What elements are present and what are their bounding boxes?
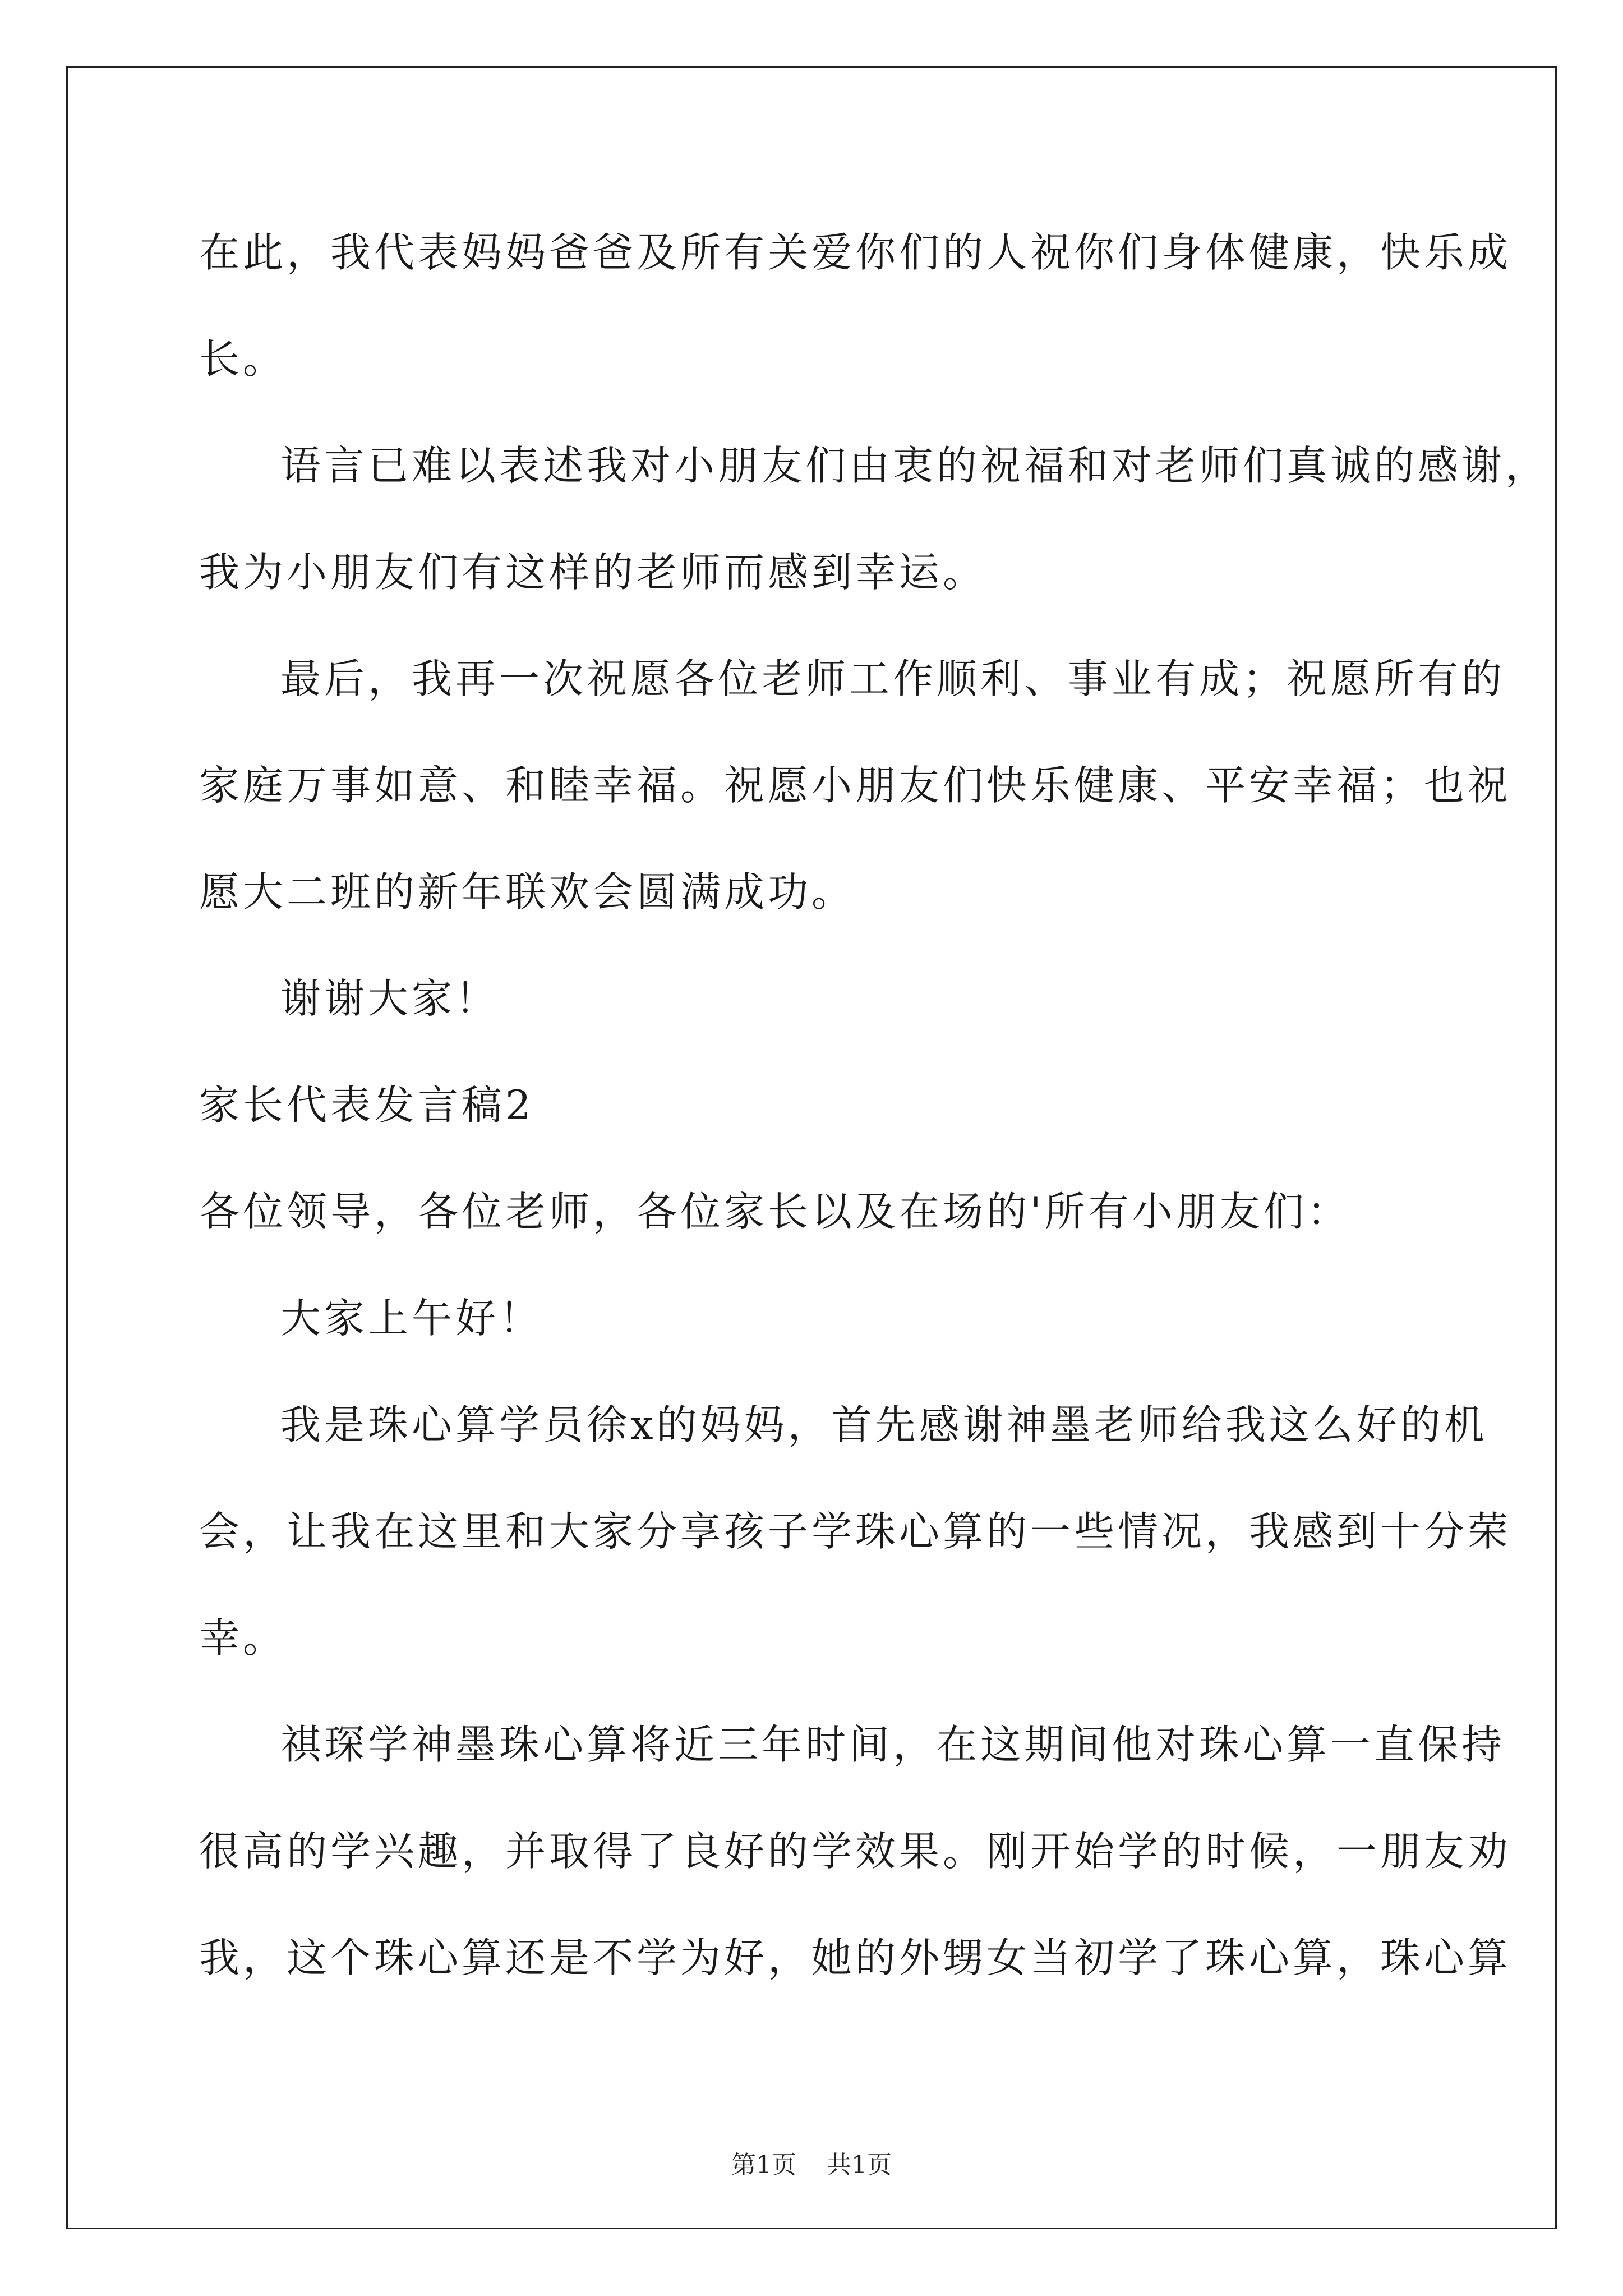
text-line: 我是珠心算学员徐x的妈妈，首先感谢神墨老师给我这么好的机: [280, 1401, 1488, 1448]
text-line: 祺琛学神墨珠心算将近三年时间，在这期间他对珠心算一直保持: [280, 1721, 1506, 1768]
section-heading: 家长代表发言稿2: [199, 1082, 534, 1129]
page-border: [66, 66, 1557, 2229]
text-line: 很高的学兴趣，并取得了良好的学效果。刚开始学的时候，一朋友劝: [199, 1828, 1512, 1875]
text-line: 幸。: [199, 1614, 287, 1662]
text-line: 家庭万事如意、和睦幸福。祝愿小朋友们快乐健康、平安幸福；也祝: [199, 762, 1512, 809]
text-line: 会，让我在这里和大家分享孩子学珠心算的一些情况，我感到十分荣: [199, 1508, 1512, 1555]
text-line: 语言已难以表述我对小朋友们由衷的祝福和对老师们真诚的感谢，: [280, 442, 1550, 489]
text-line: 愿大二班的新年联欢会圆满成功。: [199, 868, 856, 915]
page-total: 共1页: [827, 2151, 892, 2179]
text-line: 我为小朋友们有这样的老师而感到幸运。: [199, 549, 987, 596]
page-number: 第1页: [731, 2151, 796, 2179]
page-footer: [0, 2148, 1623, 2182]
text-line: 长。: [199, 335, 287, 383]
text-line: 我，这个珠心算还是不学为好，她的外甥女当初学了珠心算，珠心算: [199, 1934, 1512, 1981]
text-line: 谢谢大家！: [280, 975, 500, 1022]
text-line: 各位领导，各位老师，各位家长以及在场的'所有小朋友们：: [199, 1188, 1351, 1235]
text-line: 在此，我代表妈妈爸爸及所有关爱你们的人祝你们身体健康，快乐成: [199, 229, 1512, 276]
text-line: 大家上午好！: [280, 1295, 543, 1342]
text-line: 最后，我再一次祝愿各位老师工作顺利、事业有成；祝愿所有的: [280, 655, 1506, 702]
